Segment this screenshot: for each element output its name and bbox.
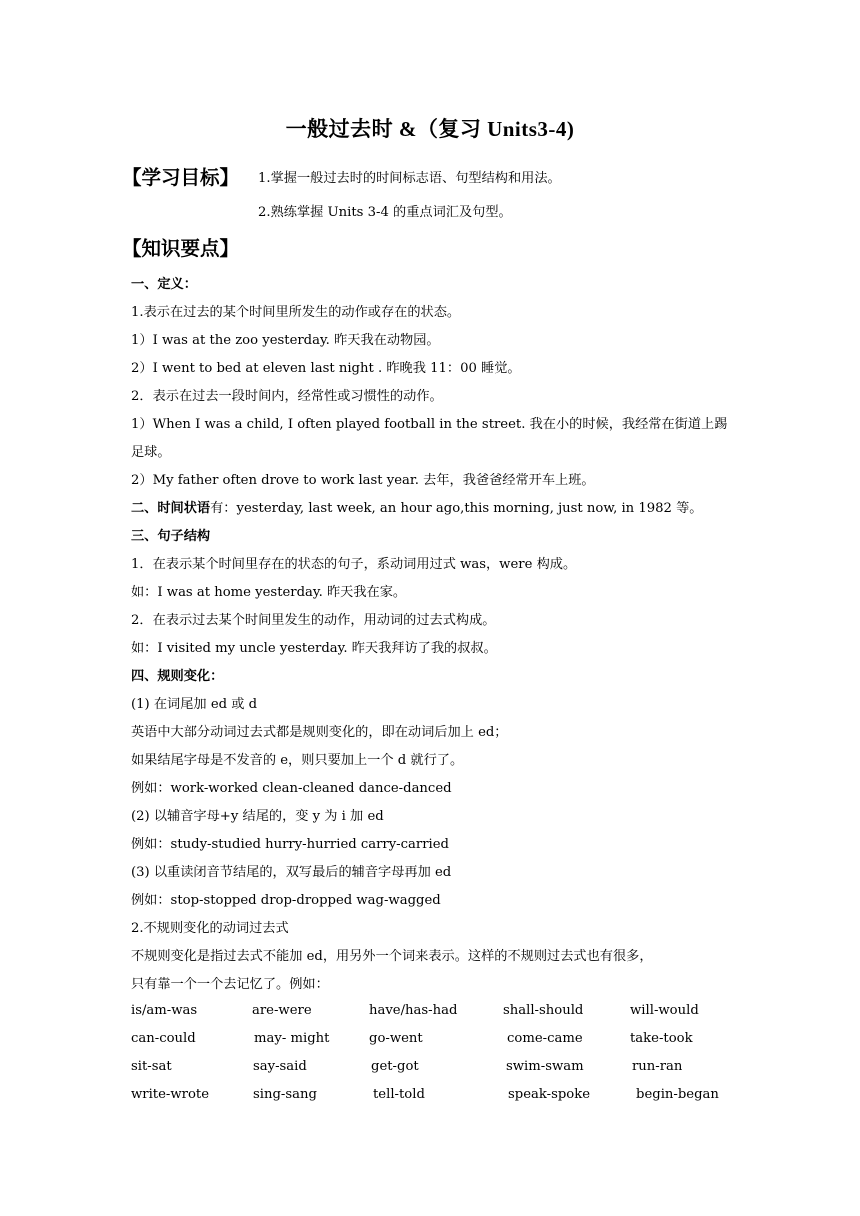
text-line: (1) 在词尾加 ed 或 d — [131, 697, 258, 712]
verb-cell: sing-sang — [253, 1087, 317, 1102]
text-line: 2）I went to bed at eleven last night . 昨晚我 11：00 睡觉。 — [131, 361, 521, 376]
text-line: 1）When I was a child, I often played football in the street. 我在小的时候，我经常在街道上踢 — [131, 417, 728, 432]
verb-cell: can-could — [131, 1031, 196, 1046]
time-adverbial-text: 有：yesterday, last week, an hour ago,this morning, just now, in 1982 等。 — [210, 501, 703, 516]
verb-cell: begin-began — [636, 1087, 719, 1102]
verb-cell: go-went — [369, 1031, 423, 1046]
verb-cell: write-wrote — [131, 1087, 210, 1102]
text-line: 2）My father often drove to work last year. 去年，我爸爸经常开车上班。 — [131, 473, 595, 488]
verb-cell: come-came — [507, 1031, 583, 1046]
section-structure-heading: 三、句子结构 — [131, 529, 211, 544]
verb-cell: take-took — [630, 1031, 693, 1046]
text-line: 例如：study-studied hurry-hurried carry-carried — [131, 837, 449, 852]
section-regular-heading: 四、规则变化： — [131, 669, 224, 684]
verb-cell: speak-spoke — [508, 1087, 591, 1102]
objective-item-2: 2.熟练掌握 Units 3-4 的重点词汇及句型。 — [258, 205, 512, 220]
knowledge-heading: 【知识要点】 — [122, 237, 240, 260]
text-line: 2.不规则变化的动词过去式 — [131, 921, 289, 936]
verb-cell: will-would — [630, 1003, 699, 1018]
verb-cell: swim-swam — [506, 1059, 584, 1074]
text-line: 1.表示在过去的某个时间里所发生的动作或存在的状态。 — [131, 305, 461, 320]
verb-cell: get-got — [371, 1059, 419, 1074]
text-line: 1．在表示某个时间里存在的状态的句子，系动词用过式 was，were 构成。 — [131, 557, 577, 572]
verb-cell: are-were — [252, 1003, 312, 1018]
text-line: 如：I visited my uncle yesterday. 昨天我拜访了我的叔叔。 — [131, 641, 497, 656]
text-line: 例如：stop-stopped drop-dropped wag-wagged — [131, 893, 441, 908]
objectives-heading: 【学习目标】 — [122, 166, 240, 189]
page-title: 一般过去时 &（复习 Units3-4) — [285, 117, 575, 141]
text-line: 1）I was at the zoo yesterday. 昨天我在动物园。 — [131, 333, 440, 348]
verb-cell: shall-should — [503, 1003, 584, 1018]
verb-cell: tell-told — [373, 1087, 425, 1102]
verb-cell: may- might — [254, 1031, 330, 1046]
section-definition-heading: 一、定义： — [131, 277, 197, 292]
text-line: 如果结尾字母是不发音的 e，则只要加上一个 d 就行了。 — [131, 753, 464, 768]
verb-cell: is/am-was — [131, 1003, 198, 1018]
time-adverbial-line — [131, 497, 703, 516]
section-time-adverbial-heading: 二、时间状语 — [131, 501, 211, 516]
verb-cell: have/has-had — [369, 1003, 458, 1018]
text-line: 只有靠一个一个去记忆了。例如： — [131, 977, 329, 992]
text-line: 2．在表示过去某个时间里发生的动作，用动词的过去式构成。 — [131, 613, 496, 628]
text-line: 足球。 — [131, 445, 171, 460]
verb-cell: run-ran — [632, 1059, 683, 1074]
verb-cell: sit-sat — [131, 1059, 172, 1074]
text-line: 如：I was at home yesterday. 昨天我在家。 — [131, 585, 407, 600]
text-line: 英语中大部分动词过去式都是规则变化的，即在动词后加上 ed； — [131, 725, 508, 740]
text-line: 2．表示在过去一段时间内，经常性或习惯性的动作。 — [131, 389, 443, 404]
text-line: (3) 以重读闭音节结尾的，双写最后的辅音字母再加 ed — [131, 865, 452, 880]
text-line: 例如：work-worked clean-cleaned dance-danced — [131, 781, 452, 796]
verb-cell: say-said — [253, 1059, 307, 1074]
text-line: (2) 以辅音字母+y 结尾的，变 y 为 i 加 ed — [131, 809, 384, 824]
text-line: 不规则变化是指过去式不能加 ed，用另外一个词来表示。这样的不规则过去式也有很多， — [131, 949, 653, 964]
objective-item-1: 1.掌握一般过去时的时间标志语、句型结构和用法。 — [258, 171, 561, 186]
